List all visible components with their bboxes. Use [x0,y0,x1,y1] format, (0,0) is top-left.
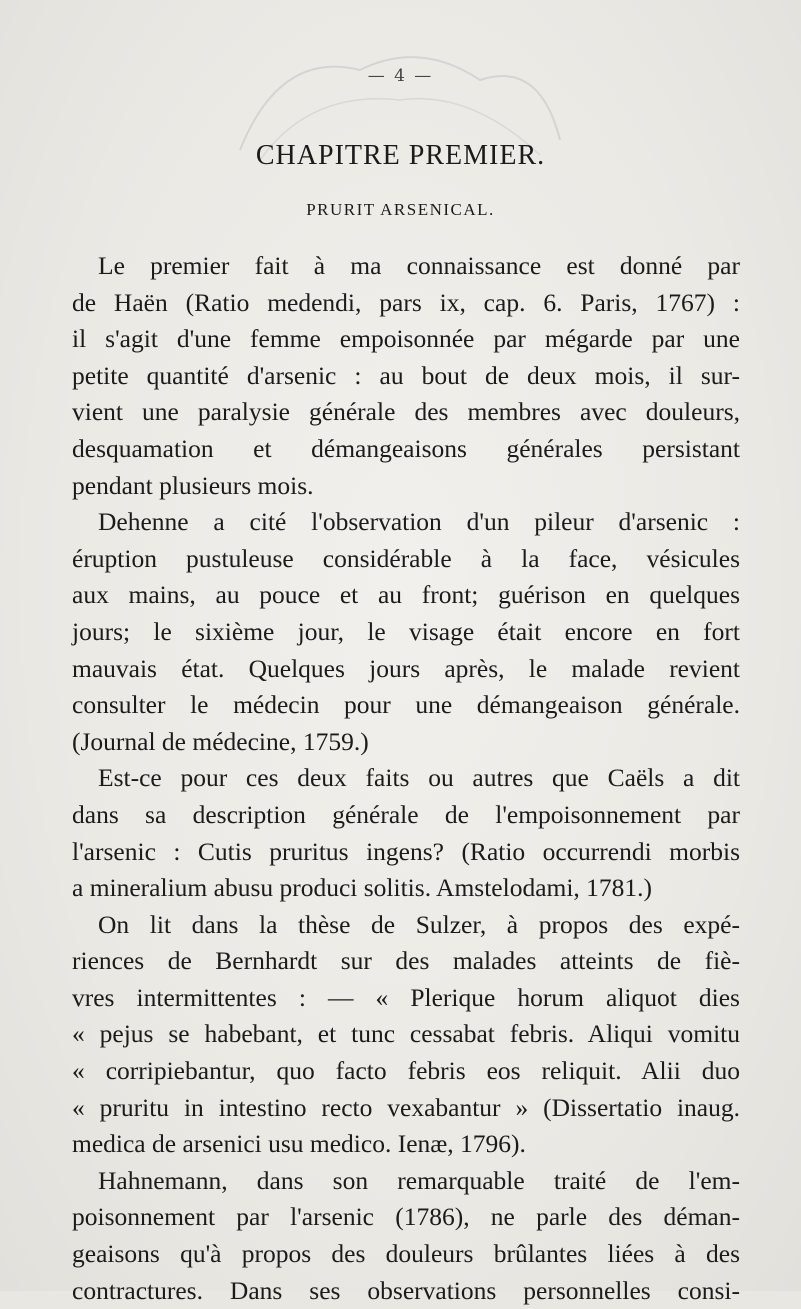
text-line: « pejus se habebant, et tunc cessabat febris. Aliqui vomitu [72,1019,740,1049]
text-line: aux mains, au pouce et au front; guérison en quelques [72,580,740,610]
text-line: (Journal de médecine, 1759.) [72,726,369,756]
text-line: desquamation et démangeaisons générales persistant [72,433,740,463]
text-line: petite quantité d'arsenic : au bout de deux mois, il sur- [72,360,740,390]
text-line: mauvais état. Quelques jours après, le malade revient [72,653,740,683]
text-line: Le premier fait à ma connaissance est donné par [98,251,740,280]
page-number: — 4 — [367,66,434,86]
text-line: de Haën (Ratio medendi, pars ix, cap. 6. Paris, 1767) : [72,287,740,317]
chapter-title: CHAPITRE PREMIER. [255,140,546,171]
text-line: « pruritu in intestino recto vexabantur » (Dissertatio inaug. [72,1092,740,1122]
text-line: geaisons qu'à propos des douleurs brûlantes liées à des [72,1239,740,1269]
text-line: éruption pustuleuse considérable à la face, vésicules [72,543,740,573]
text-line: pendant plusieurs mois. [72,470,314,500]
text-line: Est-ce pour ces deux faits ou autres que Caëls a dit [98,763,740,793]
text-line: poisonnement par l'arsenic (1786), ne parle des déman- [72,1202,740,1232]
text-line: « corripiebantur, quo facto febris eos reliquit. Alii duo [72,1056,740,1086]
body-text [72,248,740,1309]
text-line: medica de arsenici usu medico. Ienæ, 1796). [72,1129,526,1159]
text-line: vient une paralysie générale des membres avec douleurs, [72,397,740,427]
text-line: vres intermittentes : — « Plerique horum aliquot dies [72,982,740,1012]
text-line: Hahnemann, dans son remarquable traité de l'em- [98,1165,740,1195]
text-line: riences de Bernhardt sur des malades atteints de fiè- [72,946,740,976]
text-line: dans sa description générale de l'empoisonnement par [72,799,740,829]
text-line: il s'agit d'une femme empoisonnée par mégarde par une [72,324,740,354]
text-line: Dehenne a cité l'observation d'un pileur d'arsenic : [98,507,740,537]
text-line: l'arsenic : Cutis pruritus ingens? (Ratio occurrendi morbis [72,836,740,866]
text-line: On lit dans la thèse de Sulzer, à propos des expé- [98,909,740,939]
section-title: PRURIT ARSENICAL. [306,200,495,219]
text-line: consulter le médecin pour une démangeaison générale. [72,690,740,720]
text-line: contractures. Dans ses observations personnelles consi- [72,1275,740,1305]
text-line: a mineralium abusu produci solitis. Amstelodami, 1781.) [72,873,653,903]
text-line: jours; le sixième jour, le visage était encore en fort [72,616,740,646]
